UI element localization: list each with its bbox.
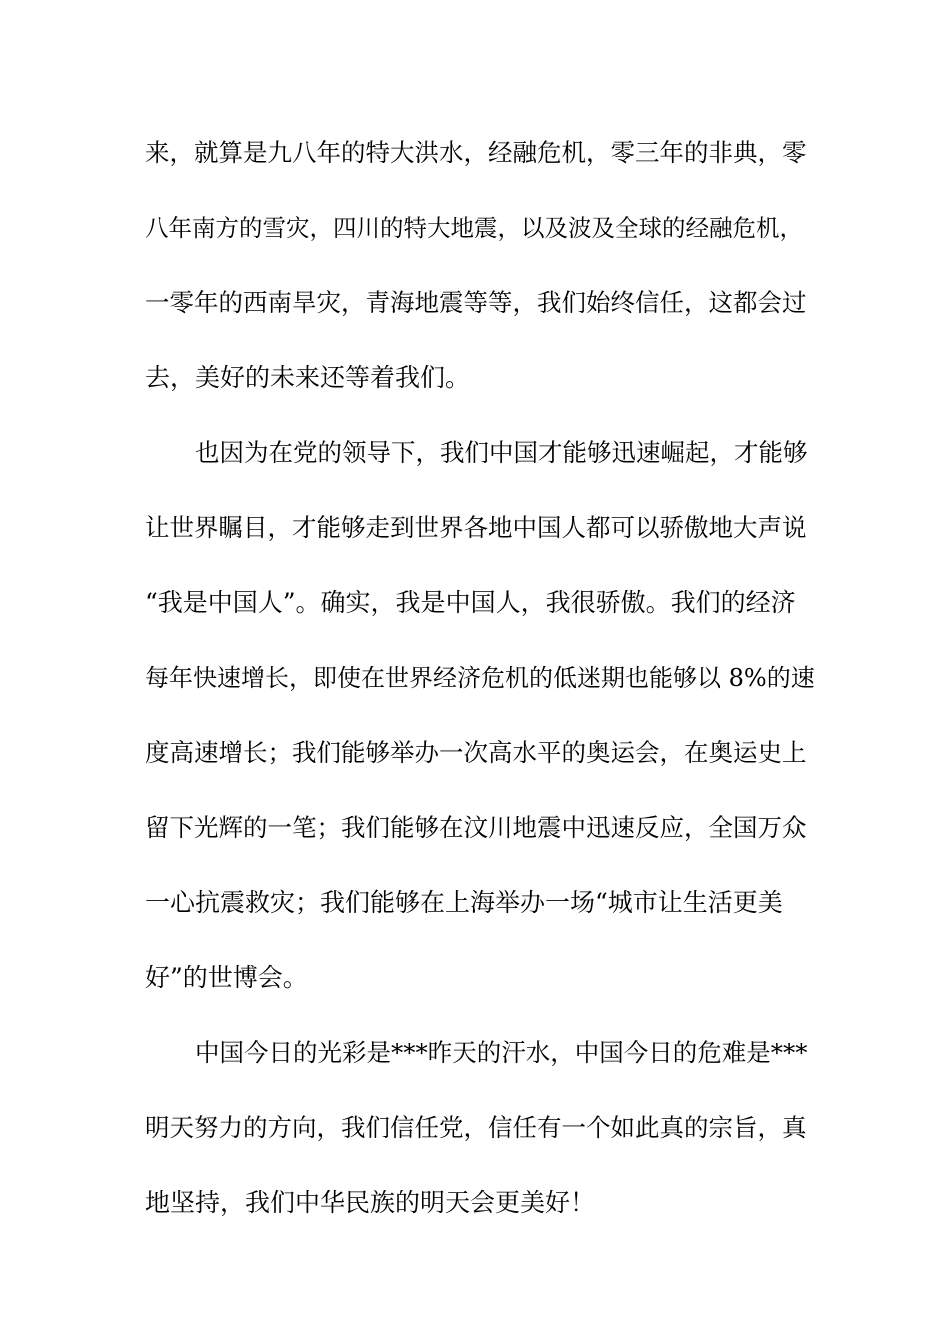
paragraph-3-line-1: 中国今日的光彩是***昨天的汗水，中国今日的危难是*** <box>195 1038 808 1067</box>
paragraph-1-line-2: 八年南方的雪灾，四川的特大地震，以及波及全球的经融危机， <box>145 214 803 242</box>
paragraph-1-line-1: 来，就算是九八年的特大洪水，经融危机，零三年的非典，零 <box>145 138 807 167</box>
paragraph-2-line-6: 留下光辉的一笔；我们能够在汶川地震中迅速反应，全国万众 <box>145 813 807 842</box>
paragraph-3-line-2: 明天努力的方向，我们信任党，信任有一个如此真的宗旨，真 <box>145 1113 807 1142</box>
paragraph-2-line-1: 也因为在党的领导下，我们中国才能够迅速崛起，才能够 <box>195 438 808 467</box>
paragraph-2-line-5: 度高速增长；我们能够举办一次高水平的奥运会，在奥运史上 <box>145 738 807 767</box>
paragraph-3-line-3: 地坚持，我们中华民族的明天会更美好！ <box>145 1188 596 1217</box>
paragraph-2-line-3: “我是中国人”。确实，我是中国人，我很骄傲。我们的经济 <box>145 588 796 617</box>
paragraph-2-line-4: 每年快速增长，即使在世界经济危机的低迷期也能够以 8%的速 <box>145 664 815 692</box>
paragraph-2-line-7: 一心抗震救灾；我们能够在上海举办一场“城市让生活更美 <box>145 888 783 917</box>
paragraph-1-line-4: 去，美好的未来还等着我们。 <box>145 363 471 392</box>
paragraph-1-line-3: 一零年的西南旱灾，青海地震等等，我们始终信任，这都会过 <box>145 288 807 317</box>
paragraph-2-line-2: 让世界瞩目，才能够走到世界各地中国人都可以骄傲地大声说 <box>145 513 807 542</box>
paragraph-2-line-8: 好”的世博会。 <box>145 963 308 992</box>
